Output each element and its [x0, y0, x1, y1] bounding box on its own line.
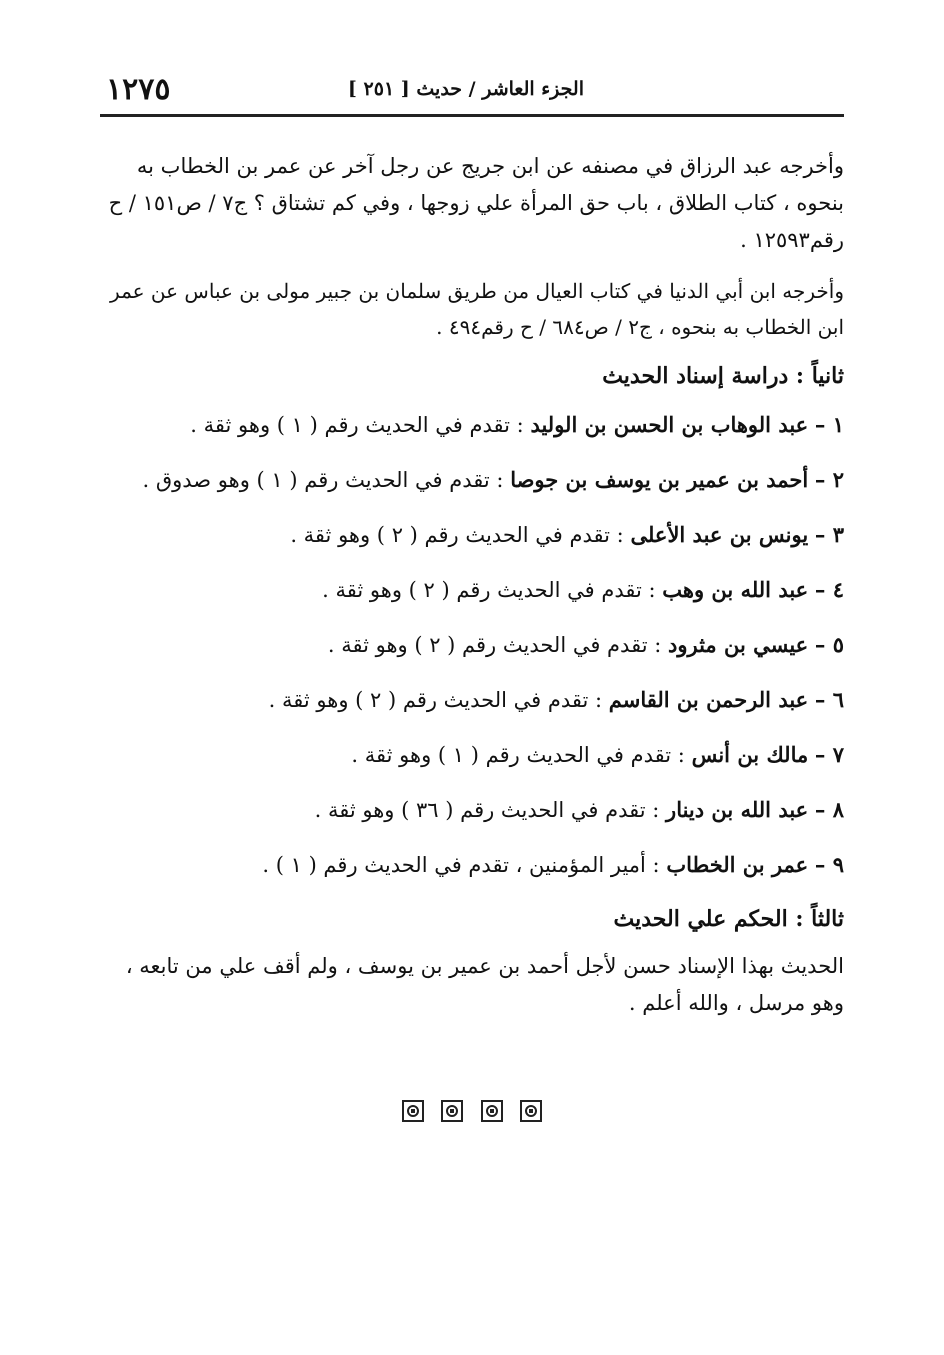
- narrator-item: [100, 570, 844, 625]
- narrator-note: : تقدم في الحديث رقم ( ١ ) وهو ثقة .: [190, 413, 524, 437]
- narrator-number: ٤ –: [814, 577, 844, 602]
- page-number: ١٢٧٥: [106, 72, 171, 107]
- narrator-name: مالك بن أنس: [691, 742, 809, 767]
- paragraph-ibn-abi-dunya: وأخرجه ابن أبي الدنيا في كتاب العيال من طريق سلمان بن جبير مولى بن عباس عن عمر ابن الخطاب به بنحوه ، ج٢ / ص٦٨٤ / ح رقم٤٩٤ .: [110, 279, 844, 339]
- narrator-name: عيسي بن مثرود: [667, 632, 809, 657]
- narrator-name: عبد الوهاب بن الحسن بن الوليد: [530, 412, 809, 437]
- page-header: [100, 70, 844, 117]
- narrator-note: : تقدم في الحديث رقم ( ٢ ) وهو ثقة .: [290, 523, 624, 547]
- page-body: [100, 148, 844, 1036]
- narrator-name: أحمد بن عمير بن يوسف بن جوصا: [510, 467, 809, 492]
- ornament-icon: [520, 1100, 542, 1122]
- narrator-number: ١ –: [814, 412, 844, 437]
- ornament-icon: [402, 1100, 424, 1122]
- ornament-icon: [481, 1100, 503, 1122]
- paragraph-abdurrazzaq: وأخرجه عبد الرزاق في مصنفه عن ابن جريج عن رجل آخر عن عمر بن الخطاب به بنحوه ، كتاب الطلاق ، باب حق المرأة علي زوجها ، وفي كم تشتاق ؟ ج٧ / ص١٥١ / ح رقم١٢٥٩٣ .: [108, 154, 844, 252]
- narrator-name: عبد الرحمن بن القاسم: [608, 687, 809, 712]
- narrator-item: [100, 735, 844, 790]
- narrator-name: يونس بن عبد الأعلى: [630, 522, 809, 547]
- narrator-item: [100, 405, 844, 460]
- narrator-note: : تقدم في الحديث رقم ( ١ ) وهو صدوق .: [142, 468, 504, 492]
- narrator-item: [100, 845, 844, 900]
- narrator-number: ٧ –: [814, 742, 844, 767]
- running-title: الجزء العاشر / حديث [ ٢٥١ ]: [347, 78, 584, 100]
- narrator-number: ٣ –: [814, 522, 844, 547]
- narrator-list: [100, 405, 844, 900]
- end-ornament: [0, 1100, 944, 1126]
- narrator-item: [100, 680, 844, 735]
- narrator-number: ٨ –: [814, 797, 844, 822]
- paragraph-ruling: الحديث بهذا الإسناد حسن لأجل أحمد بن عمير بن يوسف ، ولم أقف علي من تابعه ، وهو مرسل ، والله أعلم .: [125, 954, 844, 1015]
- narrator-note: : تقدم في الحديث رقم ( ٢ ) وهو ثقة .: [268, 688, 603, 712]
- narrator-number: ٦ –: [814, 687, 844, 712]
- narrator-number: ٢ –: [814, 467, 844, 492]
- narrator-item: [100, 460, 844, 515]
- narrator-number: ٩ –: [814, 852, 844, 877]
- narrator-note: : أمير المؤمنين ، تقدم في الحديث رقم ( ١ ) .: [262, 853, 660, 877]
- narrator-number: ٥ –: [814, 632, 844, 657]
- narrator-name: عبد الله بن دينار: [666, 797, 809, 822]
- section-heading-isnad: ثانياً : دراسة إسناد الحديث: [602, 363, 844, 389]
- narrator-item: [100, 790, 844, 845]
- ornament-icon: [441, 1100, 463, 1122]
- narrator-name: عمر بن الخطاب: [666, 852, 809, 877]
- narrator-note: : تقدم في الحديث رقم ( ٢ ) وهو ثقة .: [322, 578, 656, 602]
- narrator-note: : تقدم في الحديث رقم ( ١ ) وهو ثقة .: [351, 743, 685, 767]
- section-heading-ruling: ثالثاً : الحكم علي الحديث: [613, 906, 844, 932]
- narrator-item: [100, 515, 844, 570]
- narrator-note: : تقدم في الحديث رقم ( ٢ ) وهو ثقة .: [327, 633, 662, 657]
- narrator-name: عبد الله بن وهب: [662, 577, 809, 602]
- narrator-item: [100, 625, 844, 680]
- narrator-note: : تقدم في الحديث رقم ( ٣٦ ) وهو ثقة .: [314, 798, 660, 822]
